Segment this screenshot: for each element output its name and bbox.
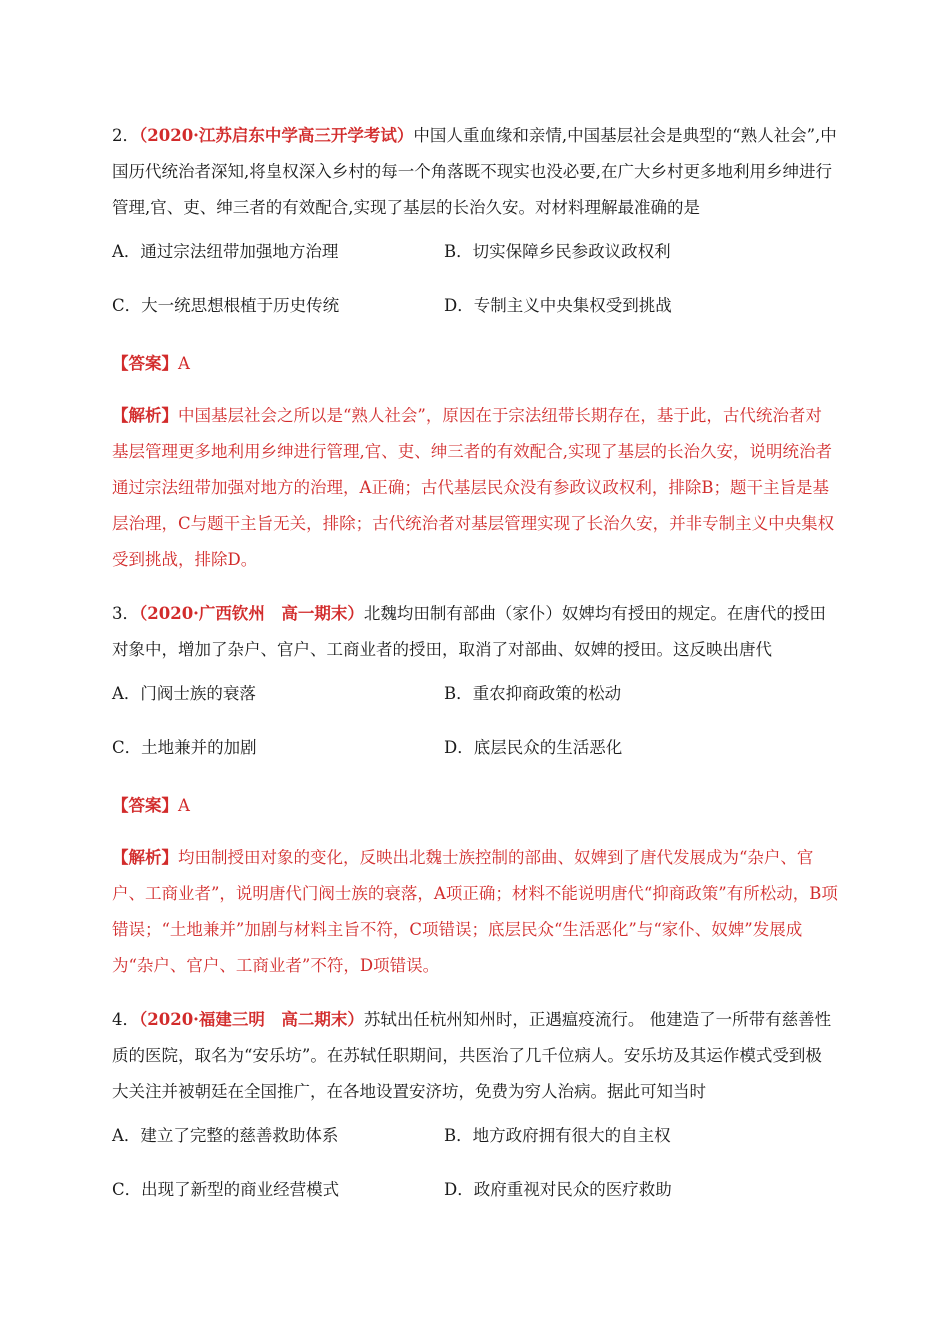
options-list xyxy=(112,234,838,342)
answer-tag: 【答案】 xyxy=(112,796,178,815)
answer-line xyxy=(112,346,838,382)
option-a: A．建立了完整的慈善救助体系 xyxy=(112,1126,339,1145)
option-a: A．门阀士族的衰落 xyxy=(112,684,256,703)
analysis-tag: 【解析】 xyxy=(112,406,178,425)
document-page xyxy=(112,118,838,1226)
analysis-text: 均田制授田对象的变化，反映出北魏士族控制的部曲、奴婢到了唐代发展成为“杂户、官户、工商业者”，说明唐代门阀士族的衰落，A项正确；材料不能说明唐代“抑商政策”有所松动，B项错误；“土地兼并”加剧与材料主旨不符，C项错误；底层民众“生活恶化”与“家仆、奴婢”发展成为“杂户、官户、工商业者”不符，D项错误。 xyxy=(112,848,838,975)
question-source: （2020·福建三明 高二期末） xyxy=(139,1010,364,1029)
answer-tag: 【答案】 xyxy=(112,354,178,373)
answer-value: A xyxy=(178,354,190,373)
options-list xyxy=(112,1118,838,1226)
options-list xyxy=(112,676,838,784)
option-c: C．大一统思想根植于历史传统 xyxy=(112,296,340,315)
question-number: 3． xyxy=(112,604,139,623)
option-c: C．土地兼并的加剧 xyxy=(112,738,257,757)
analysis-text: 中国基层社会之所以是“熟人社会”，原因在于宗法纽带长期存在，基于此，古代统治者对基层管理更多地利用乡绅进行管理,官、吏、绅三者的有效配合,实现了基层的长治久安，说明统治者通过宗法纽带加强对地方的治理，A正确；古代基层民众没有参政议政权利，排除B；题干主旨是基层治理，C与题干主旨无关，排除；古代统治者对基层管理实现了长治久安，并非专制主义中央集权受到挑战，排除D。 xyxy=(112,406,835,569)
question-2 xyxy=(112,118,838,578)
answer-line xyxy=(112,788,838,824)
question-source: （2020·广西钦州 高一期末） xyxy=(139,604,364,623)
analysis-tag: 【解析】 xyxy=(112,848,178,867)
question-text: 苏轼出任杭州知州时，正遇瘟疫流行。 他建造了一所带有慈善性质的医院，取名为“安乐坊”。在苏轼任职期间，共医治了几千位病人。安乐坊及其运作模式受到极大关注并被朝廷在全国推广，在各地设置安济坊，免费为穷人治病。据此可知当时 xyxy=(112,1010,832,1101)
question-3 xyxy=(112,596,838,984)
question-number: 4． xyxy=(112,1010,139,1029)
option-c: C．出现了新型的商业经营模式 xyxy=(112,1180,340,1199)
option-d: D．底层民众的生活恶化 xyxy=(444,738,623,757)
question-stem xyxy=(112,596,838,668)
question-text: 中国人重血缘和亲情,中国基层社会是典型的“熟人社会”,中国历代统治者深知,将皇权深入乡村的每一个角落既不现实也没必要,在广大乡村更多地利用乡绅进行管理,官、吏、绅三者的有效配合,实现了基层的长治久安。对材料理解最准确的是 xyxy=(112,126,837,217)
option-b: B．切实保障乡民参政议政权利 xyxy=(444,242,671,261)
analysis xyxy=(112,840,838,984)
option-b: B．重农抑商政策的松动 xyxy=(444,684,622,703)
question-stem xyxy=(112,118,838,226)
question-stem xyxy=(112,1002,838,1110)
option-a: A．通过宗法纽带加强地方治理 xyxy=(112,242,339,261)
question-source: （2020·江苏启东中学高三开学考试） xyxy=(139,126,414,145)
analysis xyxy=(112,398,838,578)
answer-value: A xyxy=(178,796,190,815)
question-text: 北魏均田制有部曲（家仆）奴婢均有授田的规定。在唐代的授田对象中，增加了杂户、官户、工商业者的授田，取消了对部曲、奴婢的授田。这反映出唐代 xyxy=(112,604,826,659)
question-number: 2． xyxy=(112,126,139,145)
question-4 xyxy=(112,1002,838,1226)
option-b: B．地方政府拥有很大的自主权 xyxy=(444,1126,671,1145)
option-d: D．政府重视对民众的医疗救助 xyxy=(444,1180,672,1199)
option-d: D．专制主义中央集权受到挑战 xyxy=(444,296,672,315)
